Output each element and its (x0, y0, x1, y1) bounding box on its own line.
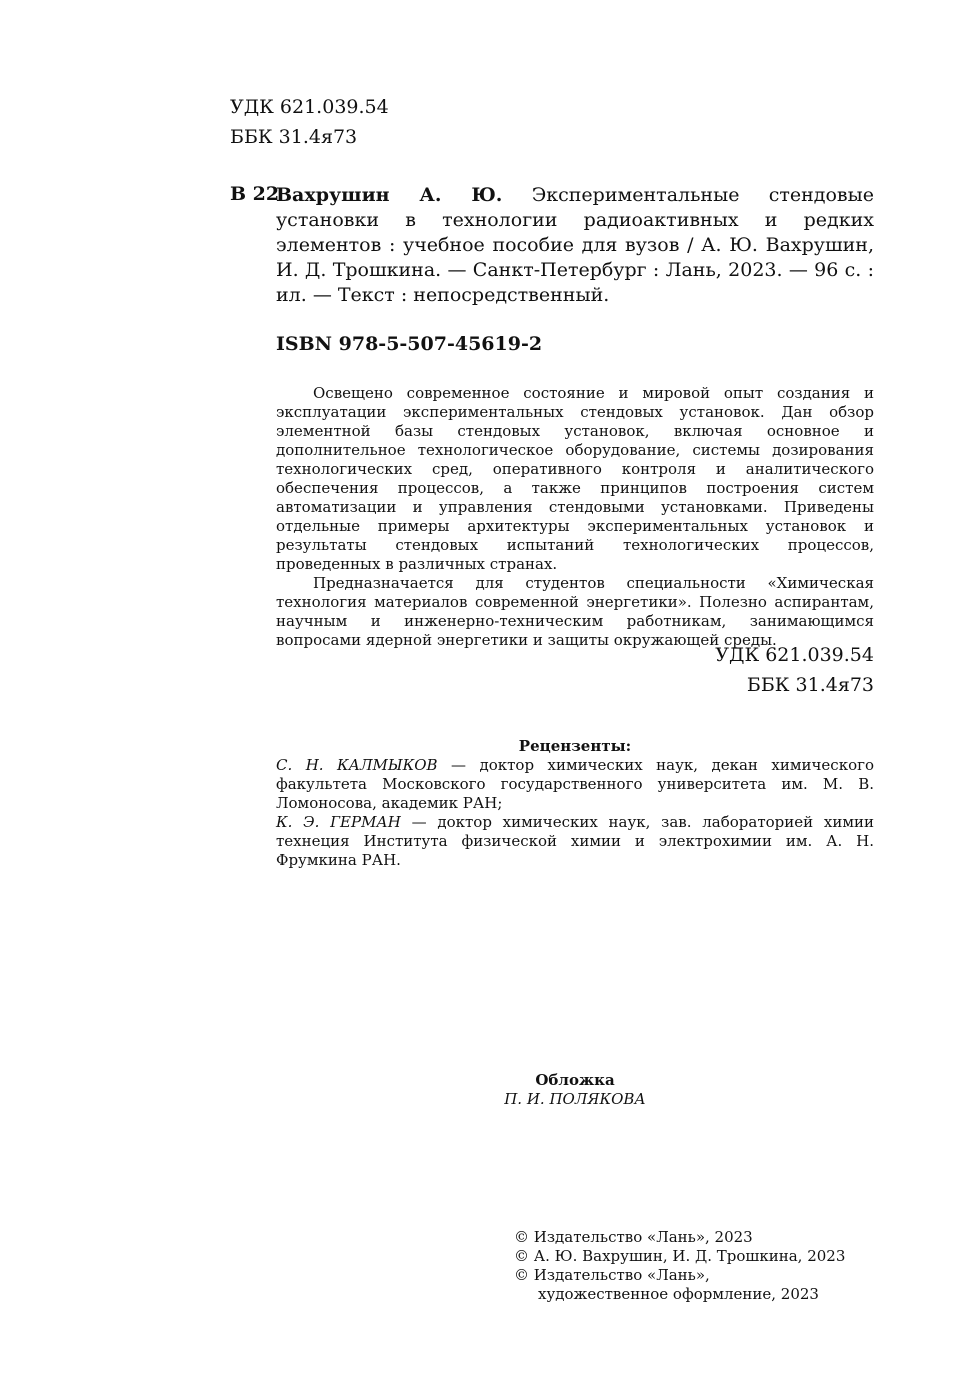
description-text: Экспериментальные стендовые установки в технологии радиоактивных и редких элементов : учебное пособие для вузов / А. Ю. Вахрушин, И. Д. Трошкина. — Санкт-Петербург : Лань, 2023. — 96 с. : ил. — Текст : непосредственный. (276, 184, 874, 306)
copyright-line: художественное оформление, 2023 (538, 1285, 819, 1303)
udk-code: УДК 621.039.54 (230, 96, 389, 118)
abstract (276, 384, 874, 650)
bbk-code: ББК 31.4я73 (230, 126, 358, 148)
isbn: ISBN 978-5-507-45619-2 (276, 333, 543, 355)
udk-code: УДК 621.039.54 (715, 644, 874, 666)
classification-codes-top (230, 92, 389, 152)
reviewer-name: С. Н. КАЛМЫКОВ (276, 756, 438, 774)
reviewer-name: К. Э. ГЕРМАН (276, 813, 401, 831)
reviewer-credentials: — доктор химических наук, декан химического факультета Московского государственного университета им. М. В. Ломоносова, академик РАН; (276, 756, 875, 812)
reviewers-section (276, 737, 874, 870)
reviewers-heading: Рецензенты: (518, 737, 632, 755)
copyright-line: © А. Ю. Вахрушин, И. Д. Трошкина, 2023 (514, 1247, 846, 1265)
reviewer-entry (276, 813, 874, 870)
classification-codes-bottom (674, 640, 874, 700)
bibliographic-description (276, 183, 874, 308)
bbk-code: ББК 31.4я73 (746, 674, 874, 696)
abstract-paragraph: Предназначается для студентов специальности «Химическая технология материалов современной энергетики». Полезно аспирантам, научным и инженерно-техническим работникам, занимающимся вопросами ядерной энергетики и защиты окружающей среды. (276, 574, 874, 649)
copyright-block (514, 1228, 845, 1304)
cover-credit (276, 1071, 874, 1109)
author-name: Вахрушин А. Ю. (276, 184, 503, 206)
copyright-line: © Издательство «Лань», (514, 1266, 710, 1284)
copyright-line: © Издательство «Лань», 2023 (514, 1228, 753, 1246)
author-mark: В 22 (230, 183, 280, 205)
reviewer-credentials: — доктор химических наук, зав. лабораторией химии технеция Института физической химии и электрохимии им. А. Н. Фрумкина РАН. (276, 813, 874, 869)
reviewer-entry (276, 756, 874, 813)
cover-designer: П. И. ПОЛЯКОВА (504, 1090, 646, 1108)
abstract-paragraph: Освещено современное состояние и мировой опыт создания и эксплуатации экспериментальных стендовых установок. Дан обзор элементной базы стендовых установок, включая основное и дополнительное технологическое оборудование, системы дозирования технологических сред, оперативного контроля и аналитического обеспечения процессов, а также принципов построения систем автоматизации и управления стендовыми установками. Приведены отдельные примеры архитектуры экспериментальных установок и результаты стендовых испытаний технологических процессов, проведенных в различных странах. (276, 384, 874, 573)
cover-label: Обложка (535, 1071, 615, 1089)
